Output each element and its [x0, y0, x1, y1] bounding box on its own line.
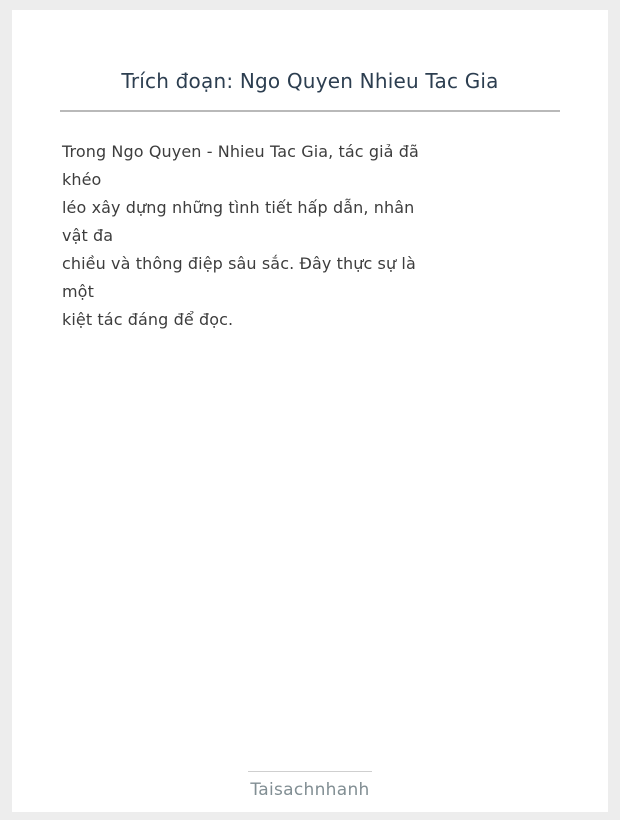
title-divider [60, 110, 560, 112]
excerpt-line: Trong Ngo Quyen - Nhieu Tac Gia, tác giả đã [62, 142, 419, 161]
footer-divider [248, 771, 372, 772]
document-card [12, 10, 608, 812]
footer-brand: Taisachnhanh [250, 780, 370, 800]
excerpt-line: léo xây dựng những tình tiết hấp dẫn, nhân [62, 198, 415, 217]
excerpt-line: kiệt tác đáng để đọc. [62, 310, 234, 329]
excerpt-line: vật đa [62, 226, 114, 245]
page-title: Trích đoạn: Ngo Quyen Nhieu Tac Gia [121, 69, 499, 93]
excerpt-paragraph [60, 138, 560, 334]
excerpt-line: chiều và thông điệp sâu sắc. Đây thực sự là [62, 254, 416, 273]
excerpt-line: khéo [62, 170, 102, 189]
footer [12, 771, 608, 800]
excerpt-line: một [62, 282, 94, 301]
